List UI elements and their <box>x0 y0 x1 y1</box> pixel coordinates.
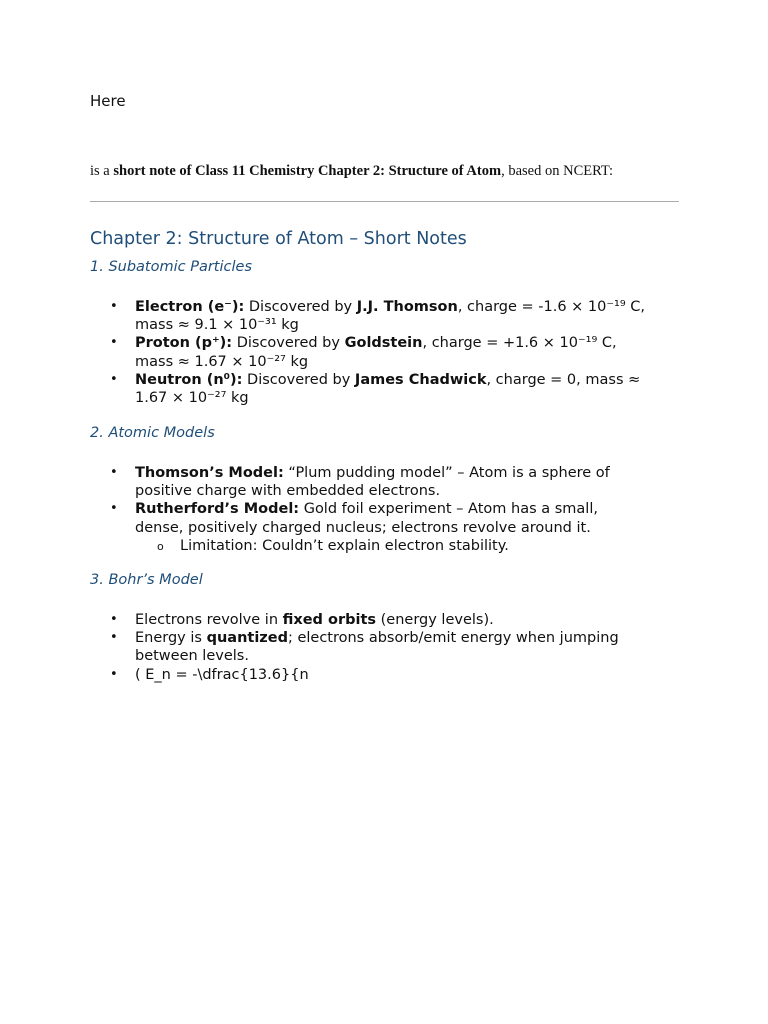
list-item: • ( E_n = -\dfrac{13.6}{n <box>90 666 650 684</box>
item-label: Rutherford’s Model: <box>135 501 300 518</box>
item-label: Electron (e⁻): <box>135 299 245 315</box>
intro-pre: is a <box>90 163 114 179</box>
list-item <box>90 371 650 407</box>
models-list <box>90 464 650 555</box>
item-text: Electrons revolve in <box>135 612 283 628</box>
list-item <box>90 611 650 629</box>
list-item <box>90 629 650 665</box>
item-text: Discovered by <box>242 371 355 388</box>
item-label: Thomson’s Model: <box>135 465 284 481</box>
item-bold: fixed orbits <box>282 612 377 628</box>
item-text: “Plum pudding model” – Atom is a sphere of positive charge with embedded electrons. <box>135 465 610 500</box>
item-text: Energy is <box>135 630 207 647</box>
section-heading-subatomic: 1. Subatomic Particles <box>90 259 252 275</box>
bohr-list <box>90 611 650 684</box>
sub-list-item: o Limitation: Couldn’t explain electron stability. <box>135 537 650 555</box>
sub-list <box>135 537 650 555</box>
item-text: Discovered by <box>244 299 357 315</box>
item-text: , charge = -1.6 × 10⁻¹⁹ C, mass ≈ 9.1 × 10⁻³¹ kg <box>135 299 646 334</box>
item-text: Gold foil experiment – Atom has a small, dense, positively charged nucleus; electrons revolve around it. <box>135 501 598 536</box>
item-text: , charge = 0, mass ≈ 1.67 × 10⁻²⁷ kg <box>135 371 641 407</box>
item-text: (energy levels). <box>376 612 494 628</box>
item-text: ; electrons absorb/emit energy when jumping between levels. <box>135 630 619 665</box>
item-bold: quantized <box>206 630 288 647</box>
list-item <box>90 334 650 370</box>
intro-sentence <box>90 163 690 180</box>
intro-word: Here <box>90 92 126 110</box>
chapter-title: Chapter 2: Structure of Atom – Short Notes <box>90 229 467 249</box>
horizontal-rule <box>90 201 679 202</box>
list-item <box>90 500 650 555</box>
item-scientist: James Chadwick <box>354 371 487 388</box>
section-heading-models: 2. Atomic Models <box>90 425 215 441</box>
list-item <box>90 464 650 500</box>
item-scientist: Goldstein <box>344 335 423 352</box>
intro-bold: short note of Class 11 Chemistry Chapter 2: Structure of Atom <box>113 163 502 179</box>
intro-post: , based on NCERT: <box>501 163 614 179</box>
section-heading-bohr: 3. Bohr’s Model <box>90 572 203 588</box>
item-label: Proton (p⁺): <box>135 335 233 352</box>
item-scientist: J.J. Thomson <box>356 299 458 315</box>
item-label: Neutron (n⁰): <box>135 371 243 388</box>
item-text: Discovered by <box>232 335 345 352</box>
subatomic-list <box>90 298 650 407</box>
item-text: , charge = +1.6 × 10⁻¹⁹ C, mass ≈ 1.67 × 10⁻²⁷ kg <box>135 335 617 370</box>
list-item <box>90 298 650 334</box>
